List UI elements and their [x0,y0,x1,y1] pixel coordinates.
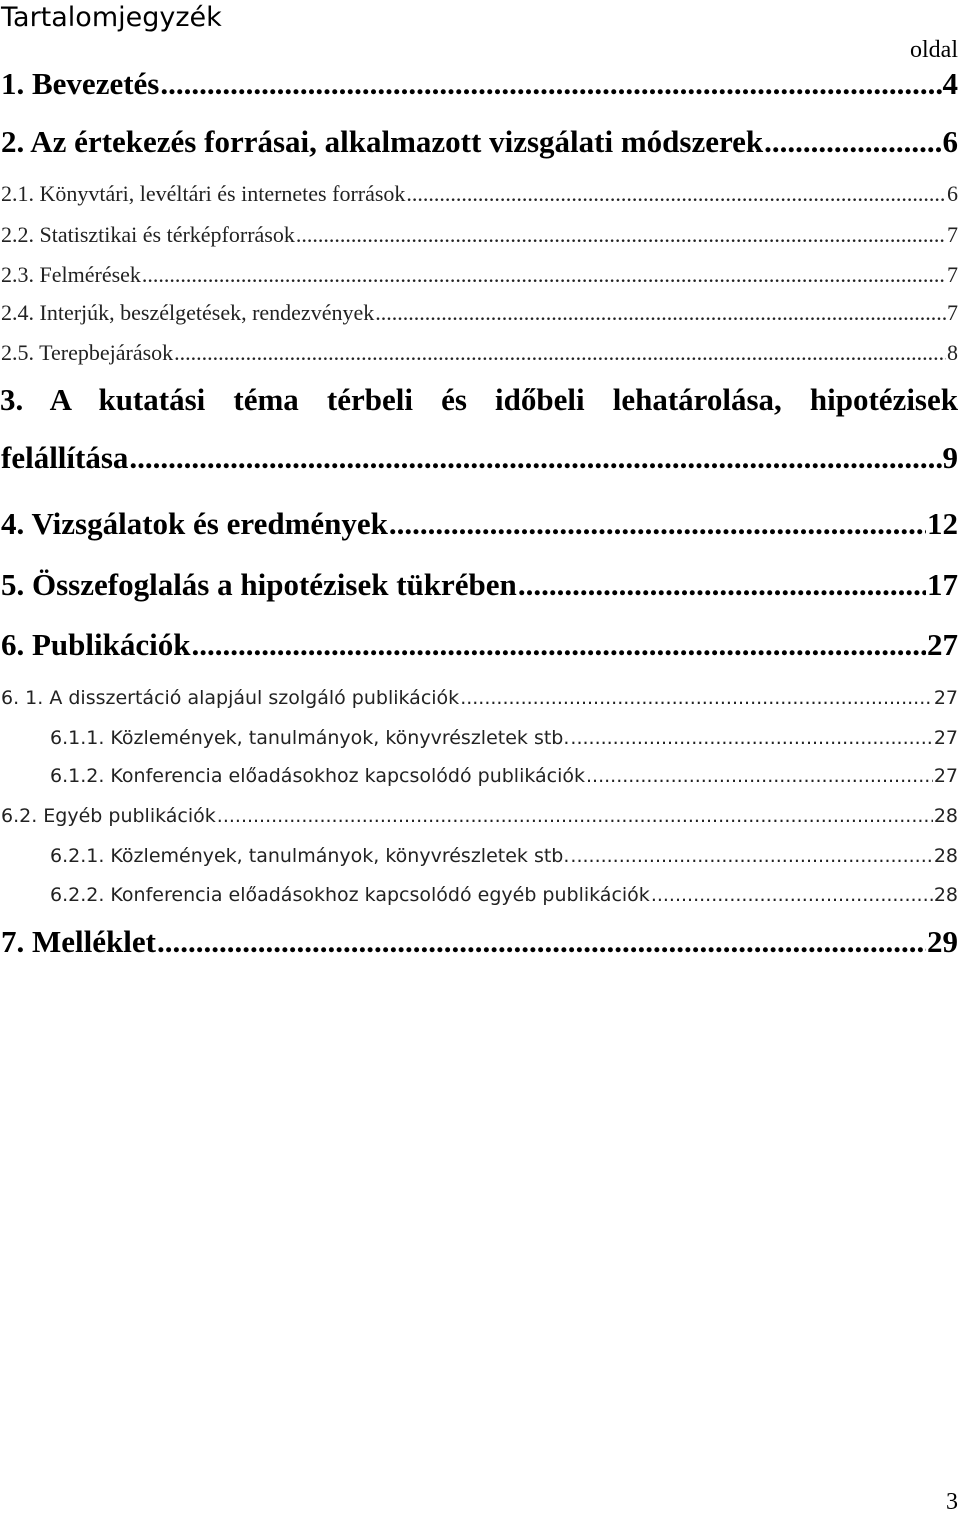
toc-entry-7[interactable] [1,924,958,964]
toc-entry-page: 7 [947,222,958,247]
toc-entry-page: 9 [942,440,958,475]
toc-entry-6-2-1[interactable] [50,845,958,875]
toc-entry-page: 4 [942,66,958,101]
dot-leader [296,222,946,248]
toc-entry-3-line1[interactable]: 3. A kutatási téma térbeli és időbeli lehatárolása, hipotézisek [0,382,958,417]
toc-entry-label: 1. Bevezetés [1,66,160,101]
dot-leader [586,765,933,787]
toc-entry-2[interactable] [1,124,958,164]
toc-entry-page: 7 [947,262,958,287]
toc-entry-label: 6. 1. A disszertáció alapjául szolgáló publikációk [1,687,460,709]
toc-entry-label: 2.1. Könyvtári, levéltári és internetes források [1,181,406,206]
toc-entry-6[interactable] [1,627,958,667]
toc-entry-1[interactable] [1,66,958,106]
dot-leader [518,567,926,603]
dot-leader [460,687,933,709]
dot-leader [570,845,932,867]
toc-entry-page: 17 [927,567,958,602]
toc-entry-label: 5. Összefoglalás a hipotézisek tükrében [1,567,517,602]
dot-leader [157,924,926,960]
toc-entry-label: felállítása [1,440,129,475]
toc-entry-5[interactable] [1,567,958,607]
toc-entry-page: 29 [927,924,958,959]
dot-leader [389,506,926,542]
dot-leader [160,66,941,102]
toc-entry-6-1[interactable] [1,687,958,717]
toc-entry-label: 6.2.1. Közlemények, tanulmányok, könyvrészletek stb. [50,845,570,867]
toc-entry-page: 27 [933,727,958,749]
toc-entry-label: 6. Publikációk [1,627,191,662]
toc-entry-page: 27 [933,765,958,787]
toc-entry-2-3[interactable] [1,262,958,292]
toc-entry-label: 2. Az értekezés forrásai, alkalmazott vizsgálati módszerek [1,124,764,159]
toc-entry-6-1-1[interactable] [50,727,958,757]
toc-entry-page: 27 [933,687,958,709]
toc-entry-page: 27 [927,627,958,662]
toc-entry-2-5[interactable] [1,340,958,370]
toc-entry-label: 6.1.2. Konferencia előadásokhoz kapcsolódó publikációk [50,765,586,787]
dot-leader [375,300,946,326]
toc-entry-label: 2.3. Felmérések [1,262,141,287]
page-column-label: oldal [910,37,958,63]
dot-leader [651,884,933,906]
toc-entry-page: 28 [933,884,958,906]
toc-entry-page: 28 [933,845,958,867]
dot-leader [764,124,941,160]
toc-entry-6-2-2[interactable] [50,884,958,914]
dot-leader [192,627,927,663]
toc-entry-page: 7 [947,300,958,325]
toc-entry-label: 4. Vizsgálatok és eredmények [1,506,388,541]
toc-entry-2-1[interactable] [1,181,958,211]
toc-entry-page: 8 [947,340,958,365]
toc-entry-page: 6 [942,124,958,159]
toc-entry-2-4[interactable] [1,300,958,330]
toc-entry-4[interactable] [1,506,958,546]
toc-entry-label: 6.1.1. Közlemények, tanulmányok, könyvrészletek stb. [50,727,570,749]
toc-entry-label: 2.4. Interjúk, beszélgetések, rendezvények [1,300,375,325]
toc-entry-label: 6.2.2. Konferencia előadásokhoz kapcsolódó egyéb publikációk [50,884,650,906]
toc-entry-page: 6 [947,181,958,206]
dot-leader [406,181,946,207]
toc-entry-2-2[interactable] [1,222,958,252]
toc-entry-label: 2.5. Terepbejárások [1,340,174,365]
dot-leader [570,727,932,749]
toc-entry-6-1-2[interactable] [50,765,958,795]
toc-entry-label: 7. Melléklet [1,924,156,959]
toc-entry-page: 28 [933,805,958,827]
dot-leader [129,440,941,476]
toc-entry-page: 12 [927,506,958,541]
toc-entry-6-2[interactable] [1,805,958,835]
dot-leader [174,340,946,366]
dot-leader [142,262,946,288]
toc-entry-3[interactable] [1,440,958,480]
dot-leader [217,805,933,827]
toc-entry-label: 6.2. Egyéb publikációk [1,805,216,827]
toc-heading: Tartalomjegyzék [1,2,222,33]
toc-entry-label: 2.2. Statisztikai és térképforrások [1,222,295,247]
page-number: 3 [946,1489,958,1515]
